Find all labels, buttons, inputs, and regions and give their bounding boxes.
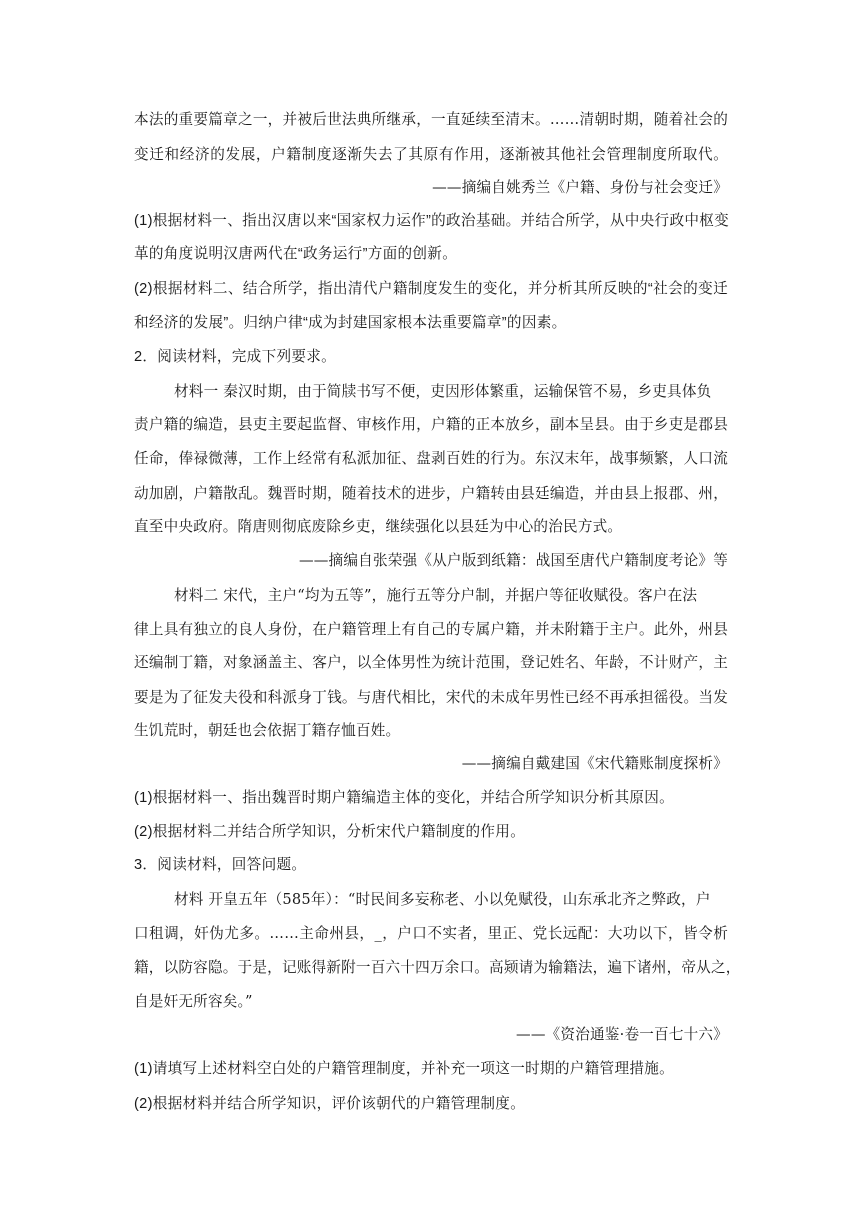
question-heading: 3．阅读材料，回答问题。 [134, 857, 307, 873]
question-heading: 2．阅读材料，完成下列要求。 [134, 349, 337, 365]
material-text-line: 本法的重要篇章之一，并被后世法典所继承，一直延续至清末。……清朝时期，随着社会的 [134, 111, 728, 128]
material-text-line: 口租调，奸伪尤多。……主命州县，_，户口不实者，里正、党长远配：大功以下，皆令析 [134, 925, 728, 942]
material-text-line: 动加剧，户籍散乱。魏晋时期，随着技术的进步，户籍转由县廷编造，并由县上报郡、州， [134, 485, 728, 502]
material-source: ——摘编自张荣强《从户版到纸籍：战国至唐代户籍制度考论》等 [298, 552, 728, 569]
material-text-line: 要是为了征发夫役和科派身丁钱。与唐代相比，宋代的未成年男性已经不再承担徭役。当发 [134, 689, 728, 706]
question-text-line: (2)根据材料并结合所学知识，评价该朝代的户籍管理制度。 [134, 1096, 526, 1112]
material-text-line: 还编制丁籍，对象涵盖主、客户，以全体男性为统计范围，登记姓名、年龄，不计财产，主 [134, 654, 728, 671]
material-text-line: 直至中央政府。隋唐则彻底废除乡吏，继续强化以县廷为中心的治民方式。 [134, 518, 623, 535]
material-text-line: 生饥荒时，朝廷也会依据丁籍存恤百姓。 [134, 722, 401, 739]
material-text-line: 材料一 秦汉时期，由于简牍书写不便，吏因形体繁重，运输保管不易，乡吏具体负 [174, 383, 712, 400]
question-text-line: (1)根据材料一、指出魏晋时期户籍编造主体的变化，并结合所学知识分析其原因。 [134, 790, 675, 806]
question-text-line: (1)请填写上述材料空白处的户籍管理制度，并补充一项这一时期的户籍管理措施。 [134, 1061, 675, 1077]
material-text-line: 变迁和经济的发展，户籍制度逐渐失去了其原有作用，逐渐被其他社会管理制度所取代。 [134, 146, 728, 163]
question-text-line: 革的角度说明汉唐两代在“政务运行”方面的创新。 [134, 246, 458, 262]
material-text-line: 自是奸无所容矣。” [134, 993, 253, 1010]
material-text-line: 责户籍的编造，县吏主要起监督、审核作用，户籍的正本放乡，副本呈县。由于乡吏是郡县 [134, 416, 728, 433]
material-source: ——《资治通鉴·卷一百七十六》 [516, 1026, 728, 1043]
question-text-line: (1)根据材料一、指出汉唐以来“国家权力运作”的政治基础。并结合所学，从中央行政中枢变 [134, 213, 730, 229]
material-text-line: 律上具有独立的良人身份，在户籍管理上有自己的专属户籍，并未附籍于主户。此外，州县 [134, 621, 728, 638]
material-source: ——摘编自姚秀兰《户籍、身份与社会变迁》 [432, 179, 728, 196]
question-text-line: (2)根据材料二并结合所学知识，分析宋代户籍制度的作用。 [134, 824, 526, 840]
material-source: ——摘编自戴建国《宋代籍账制度探析》 [461, 755, 728, 772]
question-text-line: 和经济的发展”。归纳户律“成为封建国家根本法重要篇章”的因素。 [134, 315, 567, 331]
question-text-line: (2)根据材料二、结合所学，指出清代户籍制度发生的变化，并分析其所反映的“社会的变迁 [134, 281, 728, 297]
material-text-line: 任命，俸禄微薄，工作上经常有私派加征、盘剥百姓的行为。东汉末年，战事频繁，人口流 [134, 450, 728, 467]
material-text-line: 籍，以防容隐。于是，记账得新附一百六十四万余口。高颎请为输籍法，遍下诸州，帝从之， [134, 959, 741, 976]
material-text-line: 材料 开皇五年（585年）：“时民间多妄称老、小以免赋役，山东承北齐之弊政，户 [174, 891, 711, 908]
material-text-line: 材料二 宋代，主户“均为五等”，施行五等分户制，并据户等征收赋役。客户在法 [174, 587, 698, 604]
